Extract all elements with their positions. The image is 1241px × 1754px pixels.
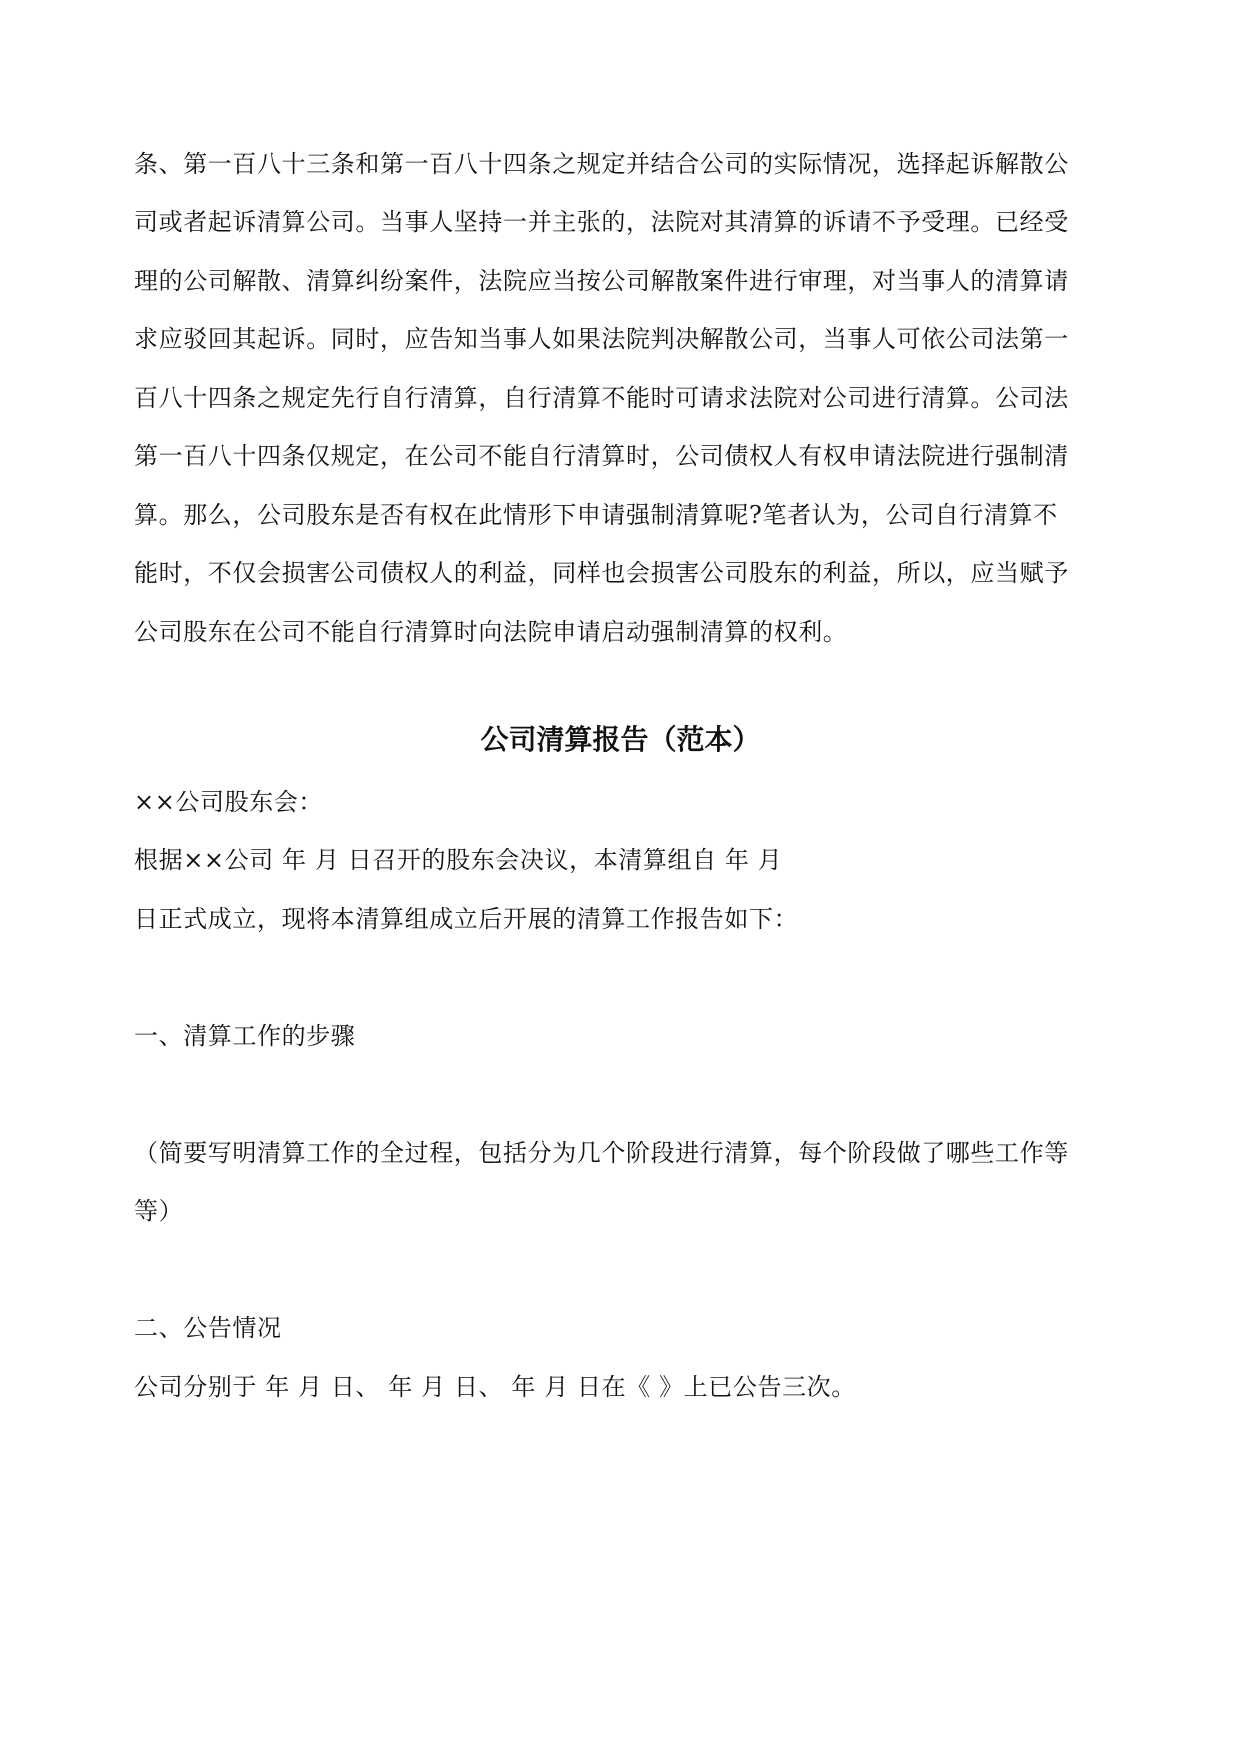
intro-line: 日正式成立，现将本清算组成立后开展的清算工作报告如下： (134, 905, 799, 933)
paragraph-line: 条、第一百八十三条和第一百八十四条之规定并结合公司的实际情况，选择起诉解散公 (134, 150, 1069, 178)
report-title: 公司清算报告（范本） (480, 723, 761, 756)
paragraph-line: 能时，不仅会损害公司债权人的利益，同样也会损害公司股东的利益，所以，应当赋予 (134, 559, 1069, 587)
section-heading-announcement: 二、公告情况 (134, 1314, 282, 1342)
paragraph-line: 公司股东在公司不能自行清算时向法院申请启动强制清算的权利。 (134, 618, 848, 646)
section-note: 等） (134, 1197, 184, 1225)
paragraph-line: 理的公司解散、清算纠纷案件，法院应当按公司解散案件进行审理，对当事人的清算请 (134, 267, 1069, 295)
announcement-text: 公司分别于 年 月 日、 年 月 日、 年 月 日在《 》上已公告三次。 (134, 1373, 856, 1401)
intro-line: 根据××公司 年 月 日召开的股东会决议，本清算组自 年 月 (134, 846, 783, 874)
section-note: （简要写明清算工作的全过程，包括分为几个阶段进行清算，每个阶段做了哪些工作等 (134, 1139, 1069, 1167)
section-heading-steps: 一、清算工作的步骤 (134, 1022, 356, 1050)
paragraph-line: 求应驳回其起诉。同时，应告知当事人如果法院判决解散公司，当事人可依公司法第一 (134, 325, 1069, 353)
paragraph-line: 百八十四条之规定先行自行清算，自行清算不能时可请求法院对公司进行清算。公司法 (134, 384, 1069, 412)
salutation: ××公司股东会： (134, 788, 324, 816)
paragraph-line: 司或者起诉清算公司。当事人坚持一并主张的，法院对其清算的诉请不予受理。已经受 (134, 208, 1069, 236)
paragraph-line: 第一百八十四条仅规定，在公司不能自行清算时，公司债权人有权申请法院进行强制清 (134, 442, 1069, 470)
paragraph-line: 算。那么，公司股东是否有权在此情形下申请强制清算呢?笔者认为，公司自行清算不 (134, 501, 1058, 529)
